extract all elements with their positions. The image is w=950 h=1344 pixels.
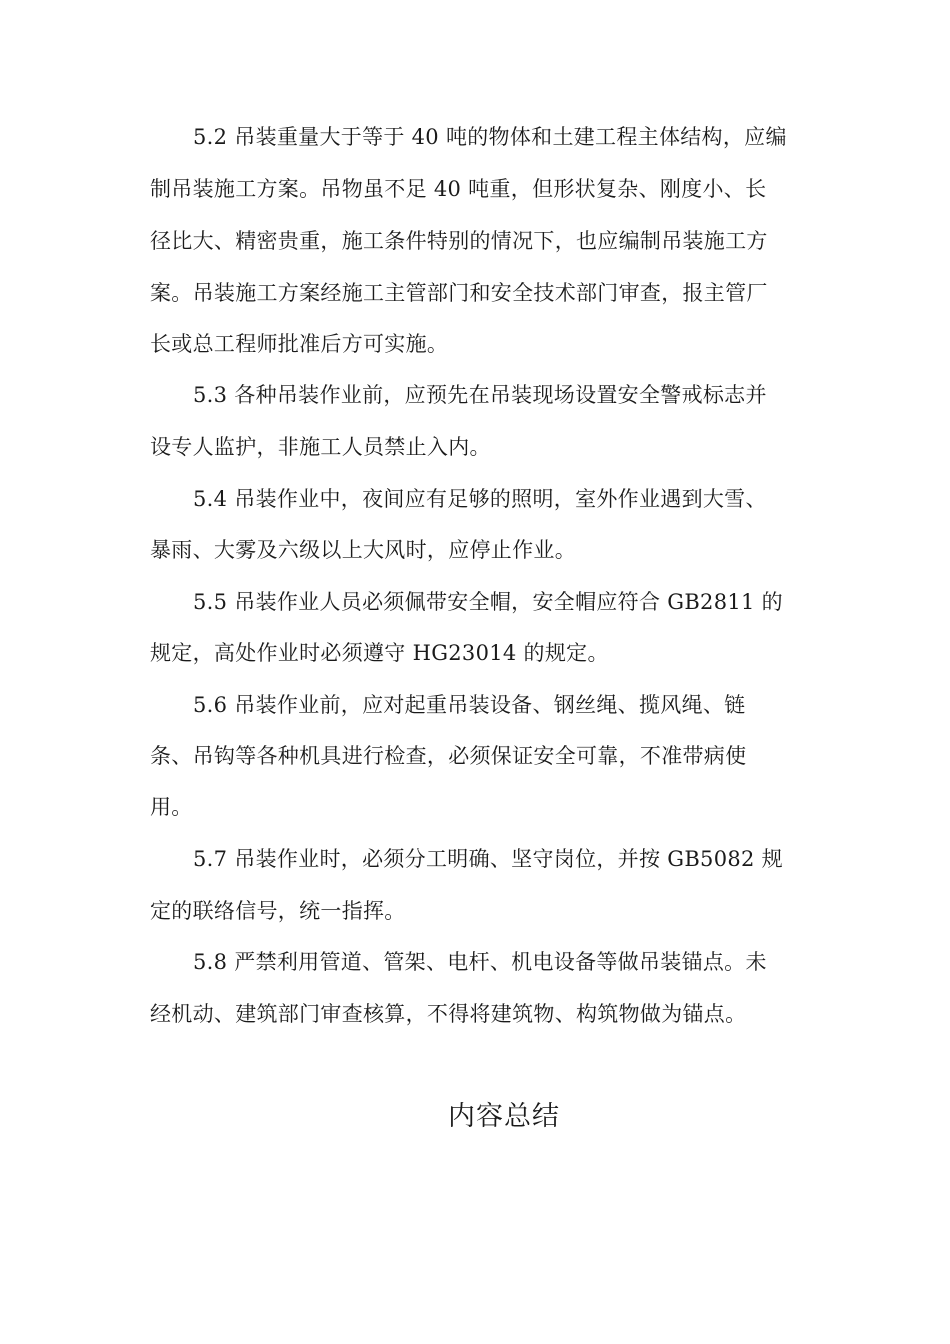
- text-line: 制吊装施工方案。吊物虽不足 40 吨重，但形状复杂、刚度小、长: [150, 177, 767, 201]
- text-line: 径比大、精密贵重，施工条件特别的情况下，也应编制吊装施工方: [150, 229, 768, 253]
- text-line: 长或总工程师批准后方可实施。: [150, 332, 449, 356]
- text-line: 设专人监护，非施工人员禁止入内。: [150, 435, 491, 459]
- text-line: 暴雨、大雾及六级以上大风时，应停止作业。: [150, 538, 576, 562]
- text-line: 经机动、建筑部门审查核算，不得将建筑物、构筑物做为锚点。: [150, 1002, 747, 1026]
- text-line: 规定，高处作业时必须遵守 HG23014 的规定。: [150, 641, 609, 665]
- text-line: 5.4 吊装作业中，夜间应有足够的照明，室外作业遇到大雪、: [193, 487, 767, 511]
- text-line: 5.5 吊装作业人员必须佩带安全帽，安全帽应符合 GB2811 的: [193, 590, 783, 614]
- text-line: 定的联络信号，统一指挥。: [150, 899, 406, 923]
- text-line: 条、吊钩等各种机具进行检查，必须保证安全可靠，不准带病使: [150, 744, 747, 768]
- text-line: 用。: [150, 795, 193, 819]
- text-line: 5.7 吊装作业时，必须分工明确、坚守岗位，并按 GB5082 规: [193, 847, 783, 871]
- text-line: 案。吊装施工方案经施工主管部门和安全技术部门审查，报主管厂: [150, 281, 768, 305]
- text-line: 5.8 严禁利用管道、管架、电杆、机电设备等做吊装锚点。未: [193, 950, 767, 974]
- text-line: 5.3 各种吊装作业前，应预先在吊装现场设置安全警戒标志并: [193, 383, 767, 407]
- summary-heading: 内容总结: [448, 1101, 560, 1132]
- text-line: 5.2 吊装重量大于等于 40 吨的物体和土建工程主体结构，应编: [193, 125, 787, 149]
- text-line: 5.6 吊装作业前，应对起重吊装设备、钢丝绳、揽风绳、链: [193, 693, 746, 717]
